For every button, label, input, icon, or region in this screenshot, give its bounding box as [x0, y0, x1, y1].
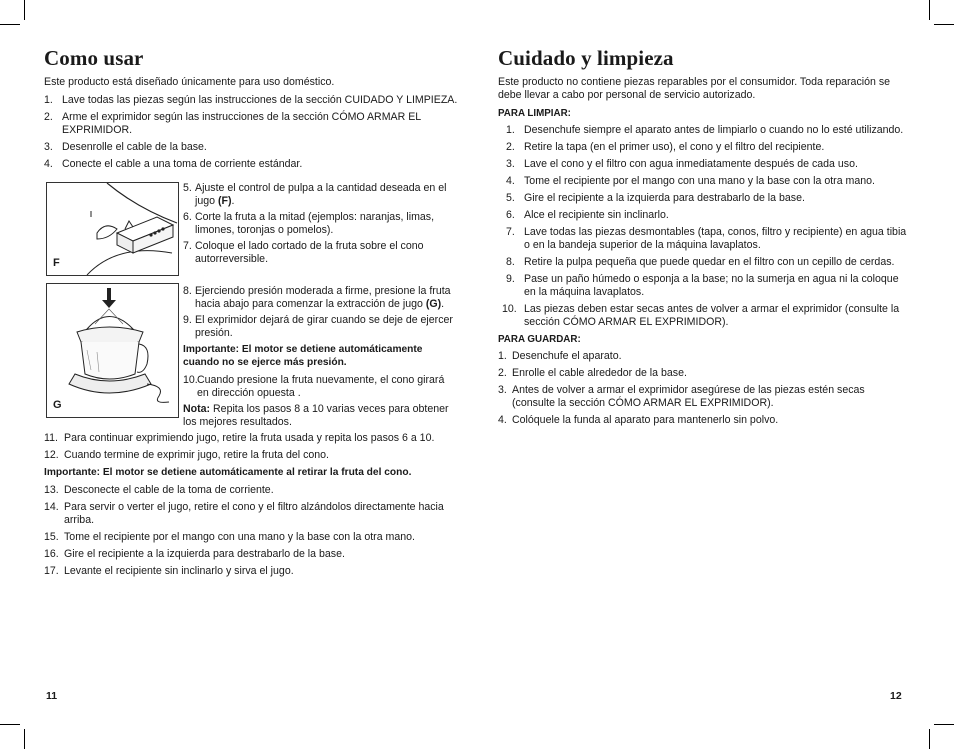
item-number: 8. [183, 285, 192, 297]
item-number: 13. [44, 484, 59, 496]
item-number: 4. [506, 175, 515, 187]
item-number: 8. [506, 256, 515, 268]
item-number: 2. [44, 111, 53, 123]
item-text: Tome el recipiente por el mango con una mano y la base con la otra mano. [64, 531, 415, 543]
list-item [498, 384, 910, 410]
list-item [183, 182, 458, 208]
list-item [44, 531, 464, 544]
control-knob-icon [47, 183, 178, 275]
list-item [44, 565, 464, 578]
list-item [498, 414, 910, 427]
item-number: 7. [506, 226, 515, 238]
item-number: 2. [506, 141, 515, 153]
item-number: 15. [44, 531, 59, 543]
crop-mark [929, 0, 930, 20]
list-item [506, 175, 910, 188]
list-item [44, 158, 464, 171]
item-text: Pase un paño húmedo o esponja a la base; no la sumerja en agua ni la coloque en la máquina lavaplatos. [524, 273, 899, 298]
item-number: 1. [498, 350, 507, 362]
item-text: Retire la pulpa pequeña que puede quedar en el filtro con un cepillo de cerdas. [524, 256, 895, 268]
item-number: 7. [183, 240, 192, 252]
important-note: Importante: El motor se detiene automáticamente al retirar la fruta del cono. [44, 467, 412, 478]
list-item [44, 141, 464, 154]
item-text: Ajuste el control de pulpa a la cantidad deseada en el jugo [195, 182, 447, 207]
list-item [44, 449, 464, 462]
list-item [498, 367, 910, 380]
item-text: . [441, 298, 445, 310]
list-item [44, 111, 464, 137]
list-item [183, 314, 458, 340]
item-text: Cuando presione la fruta nuevamente, el cono girará en dirección opuesta . [197, 374, 445, 399]
item-text: Antes de volver a armar el exprimidor asegúrese de las piezas estén secas (consulte la sección CÓMO ARMAR EL EXPRIMIDOR). [512, 384, 865, 409]
list-item [506, 209, 910, 222]
list-item [506, 256, 910, 269]
page-number-left: 11 [46, 690, 58, 702]
item-number: 1. [506, 124, 515, 136]
item-number: 9. [183, 314, 192, 326]
list-item [506, 124, 910, 137]
page-title: Como usar [44, 46, 144, 70]
intro-text: Este producto no contiene piezas reparables por el consumidor. Toda reparación se debe llevar a cabo por personal de servicio autorizado. [498, 76, 891, 101]
juicer-icon [47, 284, 178, 417]
list-item [506, 273, 910, 299]
clean-steps-list [498, 124, 910, 329]
item-number: 14. [44, 501, 59, 513]
right-page [498, 46, 910, 431]
page-title: Cuidado y limpieza [498, 46, 674, 70]
item-text: . [231, 195, 235, 207]
item-number: 6. [506, 209, 515, 221]
store-steps-list [498, 350, 910, 427]
item-text: Colóquele la funda al aparato para mantenerlo sin polvo. [512, 414, 779, 426]
figure-ref: (G) [425, 298, 442, 310]
item-text: Coloque el lado cortado de la fruta sobre el cono autorreversible. [195, 240, 424, 265]
item-number: 17. [44, 565, 59, 577]
list-item [502, 303, 910, 329]
item-number: 6. [183, 211, 192, 223]
item-text: Para servir o verter el jugo, retire el cono y el filtro alzándolos directamente hacia arriba. [64, 501, 444, 526]
item-text: Arme el exprimidor según las instrucciones de la sección CÓMO ARMAR EL EXPRIMIDOR. [62, 111, 421, 136]
item-text: Retire la tapa (en el primer uso), el cono y el filtro del recipiente. [524, 141, 825, 153]
list-item [183, 374, 458, 400]
item-number: 3. [498, 384, 507, 396]
section-heading-store: PARA GUARDAR: [498, 334, 581, 345]
item-text: Gire el recipiente a la izquierda para destrabarlo de la base. [64, 548, 345, 560]
item-text: Levante el recipiente sin inclinarlo y sirva el jugo. [64, 565, 294, 577]
item-text: Desconecte el cable de la toma de corriente. [64, 484, 274, 496]
item-number: 5. [506, 192, 515, 204]
item-text: El exprimidor dejará de girar cuando se deje de ejercer presión. [195, 314, 453, 339]
item-number: 12. [44, 449, 59, 461]
item-number: 3. [506, 158, 515, 170]
list-item [506, 192, 910, 205]
item-text: Enrolle el cable alrededor de la base. [512, 367, 687, 379]
intro-text: Este producto está diseñado únicamente para uso doméstico. [44, 76, 335, 88]
item-text: Lave el cono y el filtro con agua inmediatamente después de cada uso. [524, 158, 858, 170]
item-number: 2. [498, 367, 507, 379]
item-text: Lave todas las piezas según las instrucciones de la sección CUIDADO Y LIMPIEZA. [62, 94, 458, 106]
crop-mark [24, 0, 25, 20]
item-number: 11. [44, 432, 58, 444]
item-text: Ejerciendo presión moderada a firme, presione la fruta hacia abajo para comenzar la extracción de jugo [195, 285, 451, 310]
crop-mark [934, 24, 954, 25]
item-number: 3. [44, 141, 53, 153]
crop-mark [929, 729, 930, 749]
item-number: 5. [183, 182, 192, 194]
list-item [44, 94, 464, 107]
steps-beside-f [183, 182, 458, 269]
list-item [183, 240, 458, 266]
left-page-bottom [44, 432, 464, 582]
crop-mark [0, 724, 20, 725]
list-item [44, 432, 464, 445]
item-text: Cuando termine de exprimir jugo, retire la fruta del cono. [64, 449, 329, 461]
figure-g [46, 283, 179, 418]
crop-mark [934, 724, 954, 725]
list-item [183, 285, 458, 311]
item-number: 4. [498, 414, 507, 426]
item-text: Tome el recipiente por el mango con una mano y la base con la otra mano. [524, 175, 875, 187]
item-number: 4. [44, 158, 53, 170]
figure-label: F [53, 257, 60, 269]
item-number: 10. [502, 303, 517, 315]
figure-ref: (F) [217, 195, 232, 207]
note [183, 403, 458, 429]
steps-beside-g [183, 285, 458, 434]
section-heading-clean: PARA LIMPIAR: [498, 108, 571, 119]
item-text: Conecte el cable a una toma de corriente estándar. [62, 158, 303, 170]
page-number-right: 12 [890, 690, 902, 702]
item-text: Desenrolle el cable de la base. [62, 141, 207, 153]
list-item [44, 501, 464, 527]
item-number: 16. [44, 548, 59, 560]
list-item [506, 141, 910, 154]
note-label: Nota: [183, 403, 211, 415]
item-text: Gire el recipiente a la izquierda para destrabarlo de la base. [524, 192, 805, 204]
note-text: Repita los pasos 8 a 10 varias veces para obtener los mejores resultados. [183, 403, 449, 428]
figure-label: G [53, 399, 62, 411]
list-item [506, 226, 910, 252]
item-number: 9. [506, 273, 515, 285]
item-text: Las piezas deben estar secas antes de volver a armar el exprimidor (consulte la sección CÓMO ARMAR EL EXPRIMIDOR). [524, 303, 900, 328]
crop-mark [24, 729, 25, 749]
steps-list [44, 94, 464, 171]
item-number: 1. [44, 94, 53, 106]
item-text: Lave todas las piezas desmontables (tapa, conos, filtro y recipiente) en agua tibia o en la bandeja superior de la máquina lavaplatos. [524, 226, 907, 251]
list-item [498, 350, 910, 363]
item-text: Desenchufe el aparato. [512, 350, 622, 362]
list-item [44, 484, 464, 497]
important-note: Importante: El motor se detiene automáticamente cuando no se ejerce más presión. [183, 344, 423, 368]
figure-f [46, 182, 179, 276]
crop-mark [0, 24, 20, 25]
list-item [183, 211, 458, 237]
item-text: Alce el recipiente sin inclinarlo. [524, 209, 669, 221]
left-page-top [44, 46, 464, 175]
item-text: Corte la fruta a la mitad (ejemplos: naranjas, limas, limones, toronjas o pomelos). [195, 211, 435, 236]
list-item [506, 158, 910, 171]
item-text: Para continuar exprimiendo jugo, retire la fruta usada y repita los pasos 6 a 10. [64, 432, 435, 444]
list-item [44, 548, 464, 561]
item-text: Desenchufe siempre el aparato antes de limpiarlo o cuando no lo esté utilizando. [524, 124, 904, 136]
item-number: 10. [183, 374, 198, 386]
